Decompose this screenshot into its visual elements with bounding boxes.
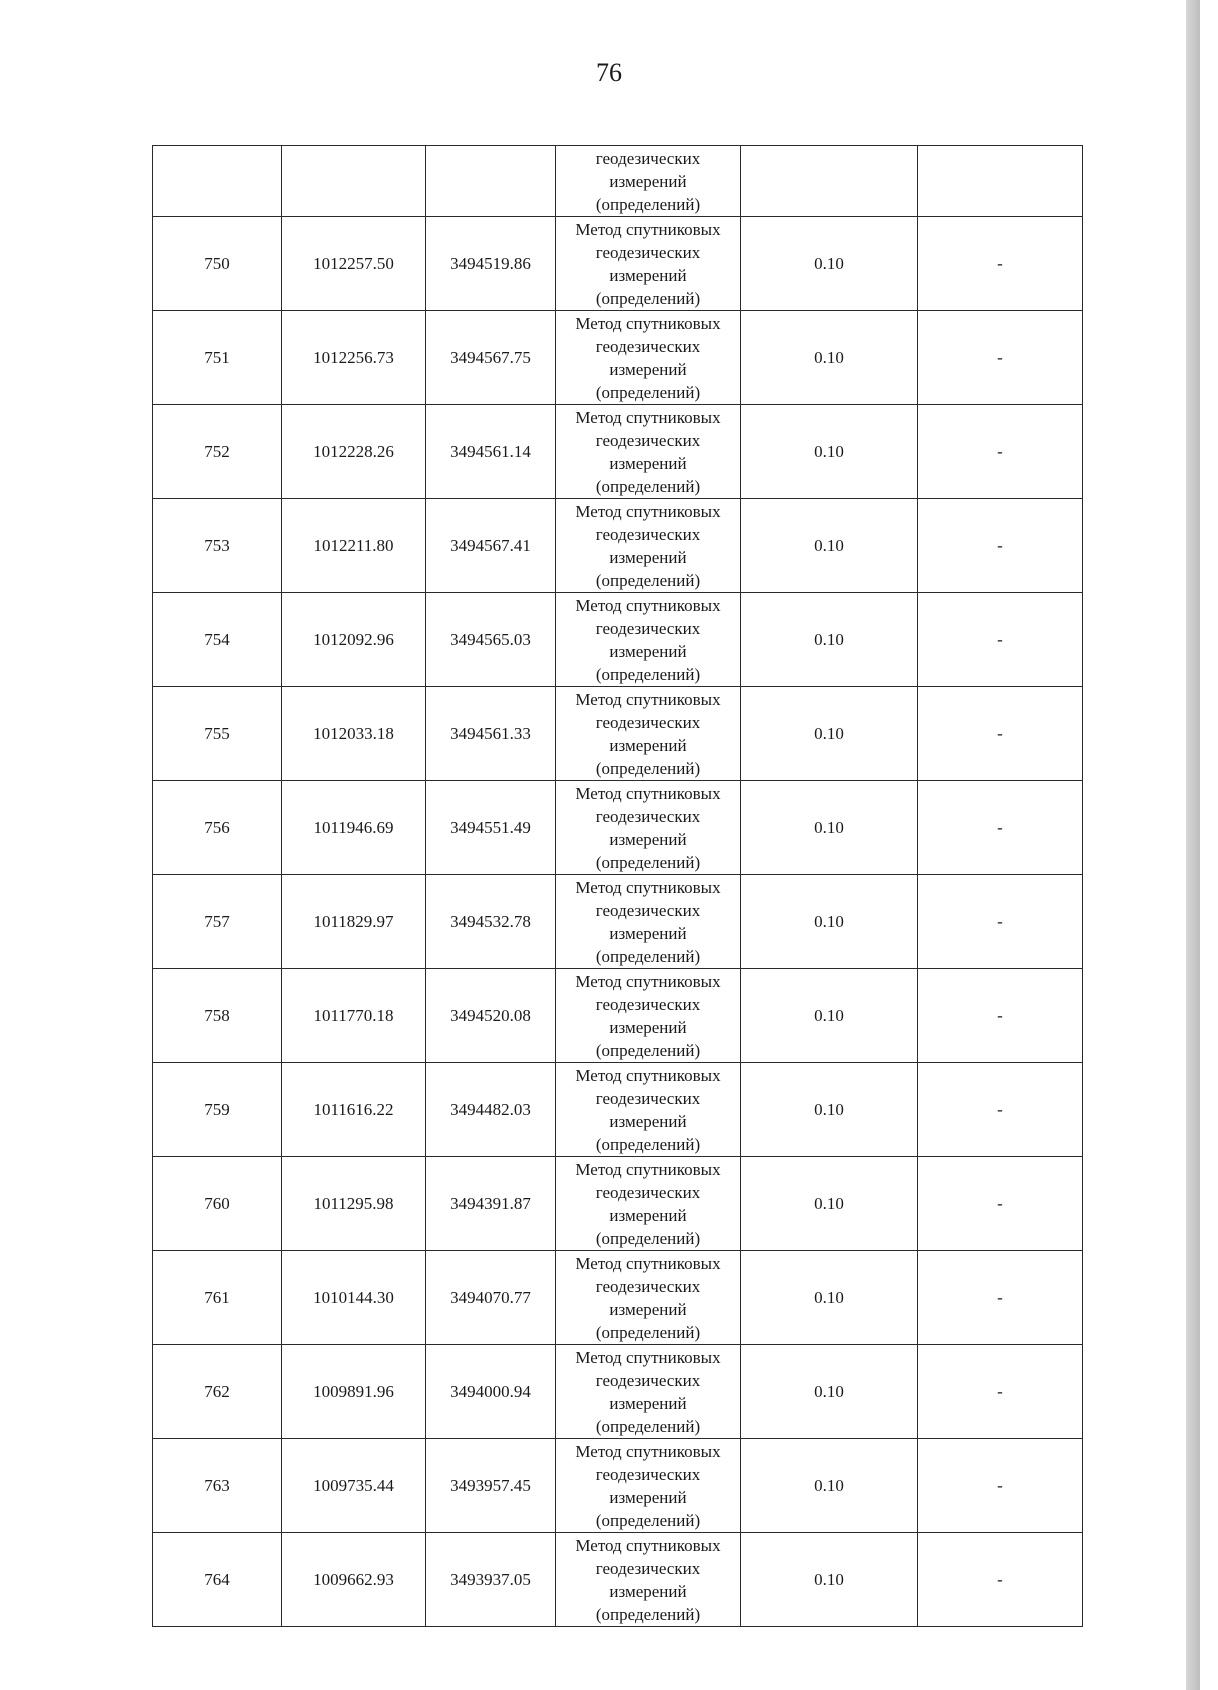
cell-accuracy: 0.10 <box>741 969 918 1063</box>
method-line: геодезических <box>595 1370 701 1390</box>
coordinates-table-container <box>152 145 1082 1624</box>
table-row <box>153 1533 1083 1627</box>
cell-method <box>556 1157 741 1251</box>
method-line: измерений <box>609 1205 687 1225</box>
cell-y: 3494391.87 <box>426 1157 556 1251</box>
cell-x: 1012033.18 <box>282 687 426 781</box>
cell-accuracy: 0.10 <box>741 593 918 687</box>
cell-point-number: 764 <box>153 1533 282 1627</box>
table-row <box>153 593 1083 687</box>
method-line: Метод спутниковых <box>575 1535 721 1555</box>
method-line: Метод спутниковых <box>575 1441 721 1461</box>
cell-point-number: 757 <box>153 875 282 969</box>
cell-point-number: 750 <box>153 217 282 311</box>
table-row <box>153 311 1083 405</box>
method-line: (определений) <box>595 1510 701 1530</box>
cell-point-number <box>153 146 282 217</box>
cell-point-number: 758 <box>153 969 282 1063</box>
method-line: Метод спутниковых <box>575 501 721 521</box>
table-row <box>153 1063 1083 1157</box>
cell-y: 3494532.78 <box>426 875 556 969</box>
cell-note: - <box>918 499 1083 593</box>
cell-note: - <box>918 311 1083 405</box>
cell-x: 1012211.80 <box>282 499 426 593</box>
method-line: измерений <box>609 1299 687 1319</box>
cell-note: - <box>918 969 1083 1063</box>
cell-x: 1011829.97 <box>282 875 426 969</box>
cell-accuracy: 0.10 <box>741 217 918 311</box>
cell-y: 3494567.75 <box>426 311 556 405</box>
cell-note: - <box>918 687 1083 781</box>
cell-y: 3493937.05 <box>426 1533 556 1627</box>
cell-method <box>556 593 741 687</box>
cell-accuracy: 0.10 <box>741 687 918 781</box>
method-line: Метод спутниковых <box>575 689 721 709</box>
method-line: Метод спутниковых <box>575 1253 721 1273</box>
method-line: геодезических <box>595 1088 701 1108</box>
cell-x: 1011770.18 <box>282 969 426 1063</box>
cell-note: - <box>918 1157 1083 1251</box>
method-line: измерений <box>609 923 687 943</box>
cell-note: - <box>918 217 1083 311</box>
cell-note: - <box>918 781 1083 875</box>
table-row <box>153 217 1083 311</box>
method-line: Метод спутниковых <box>575 783 721 803</box>
cell-x: 1009735.44 <box>282 1439 426 1533</box>
cell-y: 3494519.86 <box>426 217 556 311</box>
table-row <box>153 781 1083 875</box>
cell-x: 1012228.26 <box>282 405 426 499</box>
method-line: Метод спутниковых <box>575 971 721 991</box>
cell-y: 3494567.41 <box>426 499 556 593</box>
table-row <box>153 1157 1083 1251</box>
method-line: измерений <box>609 1487 687 1507</box>
method-line: (определений) <box>595 1322 701 1342</box>
method-line: измерений <box>609 265 687 285</box>
cell-x: 1012092.96 <box>282 593 426 687</box>
table-row-continued <box>153 146 1083 217</box>
cell-note: - <box>918 1533 1083 1627</box>
cell-y: 3494551.49 <box>426 781 556 875</box>
method-line: Метод спутниковых <box>575 595 721 615</box>
cell-x: 1011295.98 <box>282 1157 426 1251</box>
cell-point-number: 755 <box>153 687 282 781</box>
cell-point-number: 760 <box>153 1157 282 1251</box>
method-line: измерений <box>609 547 687 567</box>
cell-point-number: 761 <box>153 1251 282 1345</box>
cell-note: - <box>918 875 1083 969</box>
coordinates-table <box>152 145 1083 1627</box>
table-row <box>153 499 1083 593</box>
cell-note: - <box>918 1345 1083 1439</box>
method-line: (определений) <box>595 664 701 684</box>
method-line: геодезических <box>595 1182 701 1202</box>
cell-point-number: 762 <box>153 1345 282 1439</box>
cell-y: 3494520.08 <box>426 969 556 1063</box>
cell-point-number: 753 <box>153 499 282 593</box>
method-line: Метод спутниковых <box>575 407 721 427</box>
method-line: Метод спутниковых <box>575 1347 721 1367</box>
method-line: геодезических <box>595 712 701 732</box>
method-line: (определений) <box>595 1134 701 1154</box>
method-line: (определений) <box>595 1228 701 1248</box>
method-line: измерений <box>609 453 687 473</box>
table-row <box>153 1345 1083 1439</box>
cell-method <box>556 311 741 405</box>
method-line: измерений <box>609 1581 687 1601</box>
method-line: геодезических <box>595 1464 701 1484</box>
cell-note: - <box>918 1063 1083 1157</box>
method-line: геодезических <box>595 1558 701 1578</box>
cell-accuracy: 0.10 <box>741 311 918 405</box>
cell-y: 3494561.33 <box>426 687 556 781</box>
cell-method <box>556 146 741 217</box>
method-line: (определений) <box>595 852 701 872</box>
method-line: геодезических <box>595 1276 701 1296</box>
cell-point-number: 763 <box>153 1439 282 1533</box>
method-line: (определений) <box>595 194 701 214</box>
cell-x: 1011616.22 <box>282 1063 426 1157</box>
method-line: измерений <box>609 641 687 661</box>
cell-point-number: 752 <box>153 405 282 499</box>
cell-y: 3494000.94 <box>426 1345 556 1439</box>
cell-accuracy <box>741 146 918 217</box>
method-line: геодезических <box>595 618 701 638</box>
method-line: геодезических <box>595 242 701 262</box>
method-line: измерений <box>609 171 687 191</box>
method-line: Метод спутниковых <box>575 1159 721 1179</box>
cell-accuracy: 0.10 <box>741 875 918 969</box>
method-line: Метод спутниковых <box>575 1065 721 1085</box>
method-line: (определений) <box>595 758 701 778</box>
cell-y: 3494565.03 <box>426 593 556 687</box>
cell-x: 1012256.73 <box>282 311 426 405</box>
method-line: геодезических <box>595 336 701 356</box>
coordinates-table-body <box>153 146 1083 1627</box>
cell-x: 1009662.93 <box>282 1533 426 1627</box>
page-number: 76 <box>596 58 622 87</box>
cell-method <box>556 875 741 969</box>
method-line: измерений <box>609 1111 687 1131</box>
cell-method <box>556 1533 741 1627</box>
table-row <box>153 1251 1083 1345</box>
method-line: измерений <box>609 829 687 849</box>
cell-method <box>556 1063 741 1157</box>
cell-method <box>556 217 741 311</box>
method-line: геодезических <box>595 148 701 168</box>
cell-method <box>556 687 741 781</box>
cell-note: - <box>918 1251 1083 1345</box>
cell-y: 3494070.77 <box>426 1251 556 1345</box>
method-line: геодезических <box>595 900 701 920</box>
method-line: (определений) <box>595 1604 701 1624</box>
cell-accuracy: 0.10 <box>741 1157 918 1251</box>
method-line: измерений <box>609 359 687 379</box>
method-line: (определений) <box>595 288 701 308</box>
page-edge-shadow <box>1186 0 1200 1690</box>
method-line: измерений <box>609 735 687 755</box>
method-line: геодезических <box>595 806 701 826</box>
cell-accuracy: 0.10 <box>741 499 918 593</box>
cell-method <box>556 781 741 875</box>
table-row <box>153 687 1083 781</box>
cell-x <box>282 146 426 217</box>
cell-method <box>556 1345 741 1439</box>
method-line: (определений) <box>595 946 701 966</box>
table-row <box>153 969 1083 1063</box>
cell-x: 1010144.30 <box>282 1251 426 1345</box>
method-line: измерений <box>609 1017 687 1037</box>
method-line: геодезических <box>595 524 701 544</box>
cell-method <box>556 969 741 1063</box>
cell-point-number: 751 <box>153 311 282 405</box>
cell-x: 1009891.96 <box>282 1345 426 1439</box>
cell-accuracy: 0.10 <box>741 1063 918 1157</box>
table-row <box>153 1439 1083 1533</box>
method-line: (определений) <box>595 570 701 590</box>
method-line: (определений) <box>595 382 701 402</box>
table-row <box>153 405 1083 499</box>
method-line: (определений) <box>595 1040 701 1060</box>
cell-note: - <box>918 405 1083 499</box>
cell-accuracy: 0.10 <box>741 405 918 499</box>
table-row <box>153 875 1083 969</box>
cell-method <box>556 499 741 593</box>
cell-y: 3494561.14 <box>426 405 556 499</box>
method-line: (определений) <box>595 1416 701 1436</box>
cell-point-number: 754 <box>153 593 282 687</box>
method-line: Метод спутниковых <box>575 313 721 333</box>
cell-accuracy: 0.10 <box>741 1533 918 1627</box>
method-line: геодезических <box>595 994 701 1014</box>
cell-method <box>556 1439 741 1533</box>
cell-y: 3494482.03 <box>426 1063 556 1157</box>
cell-point-number: 756 <box>153 781 282 875</box>
cell-x: 1012257.50 <box>282 217 426 311</box>
cell-note: - <box>918 1439 1083 1533</box>
cell-note: - <box>918 593 1083 687</box>
cell-method <box>556 1251 741 1345</box>
method-line: геодезических <box>595 430 701 450</box>
method-line: (определений) <box>595 476 701 496</box>
cell-method <box>556 405 741 499</box>
cell-accuracy: 0.10 <box>741 781 918 875</box>
method-line: измерений <box>609 1393 687 1413</box>
cell-point-number: 759 <box>153 1063 282 1157</box>
cell-x: 1011946.69 <box>282 781 426 875</box>
cell-y: 3493957.45 <box>426 1439 556 1533</box>
cell-note <box>918 146 1083 217</box>
method-line: Метод спутниковых <box>575 219 721 239</box>
method-line: Метод спутниковых <box>575 877 721 897</box>
cell-y <box>426 146 556 217</box>
cell-accuracy: 0.10 <box>741 1251 918 1345</box>
cell-accuracy: 0.10 <box>741 1439 918 1533</box>
cell-accuracy: 0.10 <box>741 1345 918 1439</box>
